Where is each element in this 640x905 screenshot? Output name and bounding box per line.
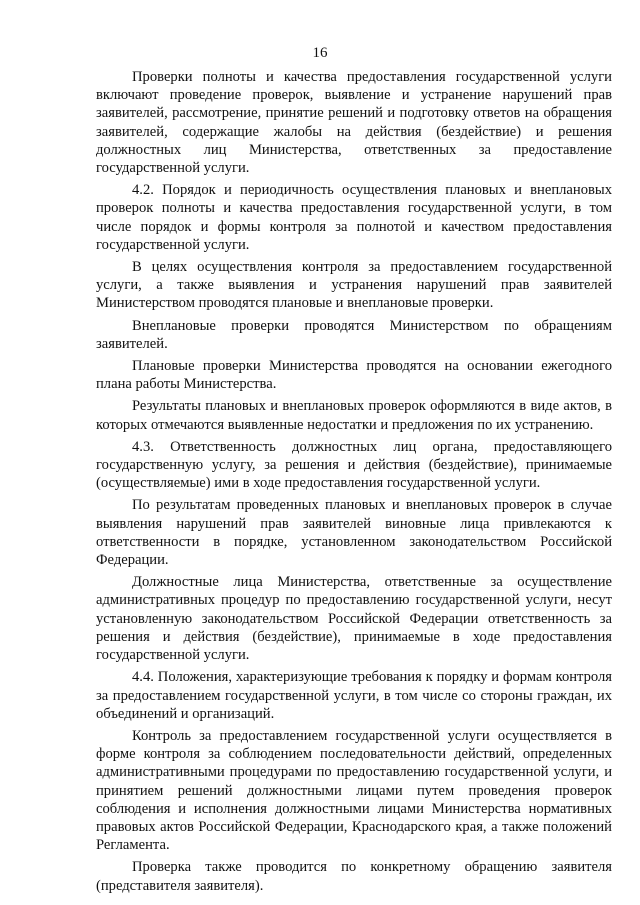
paragraph: В целях осуществления контроля за предоставлением государственной услуги, а также выявления и устранения нарушений прав заявителей Министерством проводятся плановые и внеплановые проверки.	[96, 259, 612, 312]
paragraph: Контроль за предоставлением государственной услуги осуществляется в форме контроля за соблюдением последовательности действий, определенных административными процедурами по предоставлению государственной услуги, и принятием решений должностными лицами путем проведения проверок соблюдения и исполнения должностными лицами Министерства нормативных правовых актов Российской Федерации, Краснодарского края, а также положений Регламента.	[96, 727, 612, 854]
paragraph: Должностные лица Министерства, ответственные за осуществление административных процедур по предоставлению государственной услуги, несут установленную законодательством Российской Федерации ответственность за решения и действия (бездействие), принимаемые в ходе предоставления государственной услуги.	[96, 574, 612, 664]
paragraph: 4.3. Ответственность должностных лиц органа, предоставляющего государственную услугу, за решения и действия (бездействие), принимаемые (осуществляемые) ими в ходе предоставления государственной услуги.	[96, 438, 612, 492]
paragraph: Проверки полноты и качества предоставления государственной услуги включают проведение проверок, выявление и устранение нарушений прав заявителей, рассмотрение, принятие решений и подготовку ответов на обращения заявителей, содержащие жалобы на действия (бездействие) и решения должностных лиц Министерства, ответственных за предоставление государственной услуги.	[96, 69, 612, 177]
paragraph: 4.2. Порядок и периодичность осуществления плановых и внеплановых проверок полноты и качества предоставления государственной услуги, в том числе порядок и формы контроля за полнотой и качеством предоставления государственной услуги.	[96, 182, 612, 253]
paragraph: Проверка также проводится по конкретному обращению заявителя (представителя заявителя).	[96, 859, 612, 894]
page-number: 16	[312, 45, 328, 61]
paragraph: По результатам проведенных плановых и внеплановых проверок в случае выявления нарушений прав заявителей виновные лица привлекаются к ответственности в порядке, установленном законодательством Российской Федерации.	[96, 497, 612, 569]
paragraph: 4.4. Положения, характеризующие требования к порядку и формам контроля за предоставлением государственной услуги, в том числе со стороны граждан, их объединений и организаций.	[96, 669, 612, 722]
paragraph: Плановые проверки Министерства проводятся на основании ежегодного плана работы Министерства.	[96, 358, 612, 393]
document-body	[96, 68, 612, 895]
paragraph: Результаты плановых и внеплановых проверок оформляются в виде актов, в которых отмечаются выявленные недостатки и предложения по их устранению.	[96, 398, 612, 433]
paragraph: Внеплановые проверки проводятся Министерством по обращениям заявителей.	[96, 317, 612, 352]
